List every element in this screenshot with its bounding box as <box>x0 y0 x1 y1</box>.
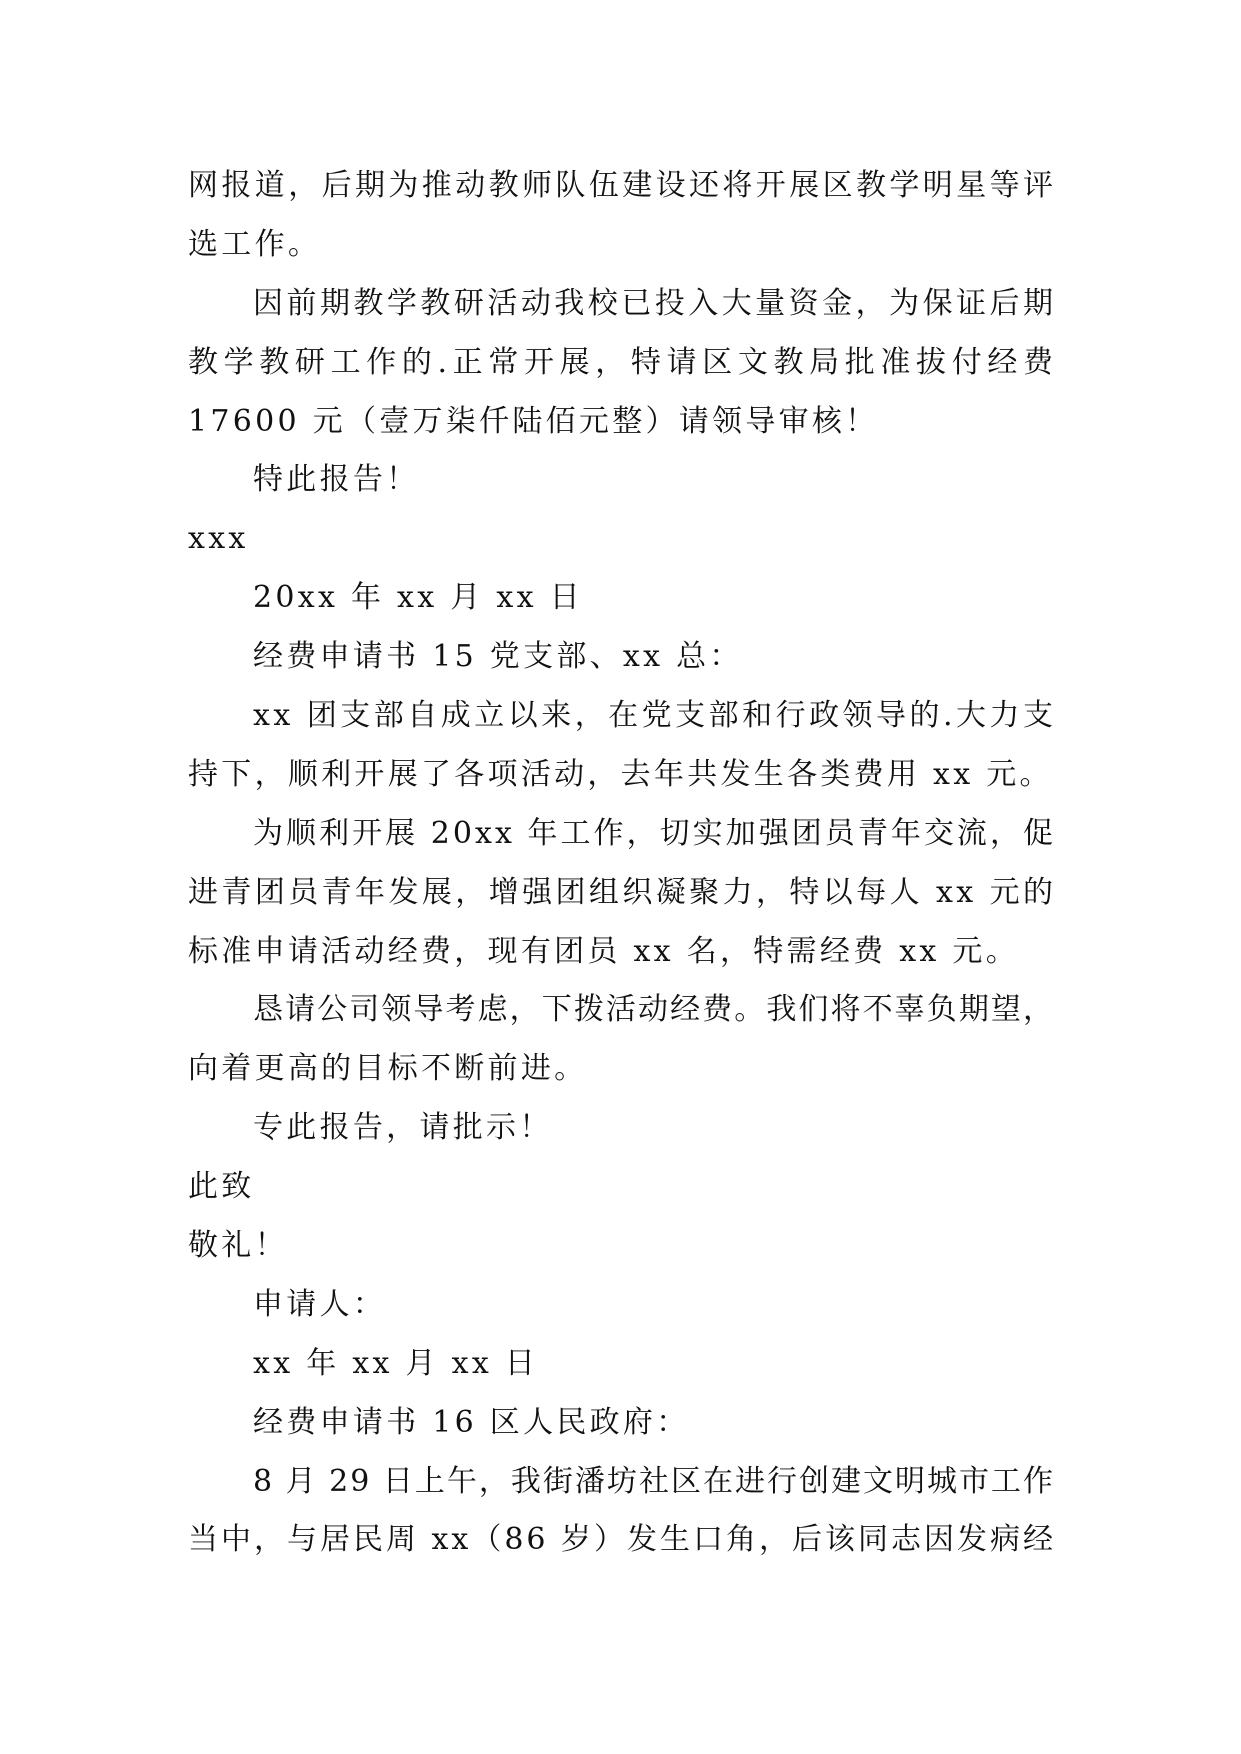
text-line: 为顺利开展 20xx 年工作，切实加强团员青年交流，促 <box>253 815 1057 851</box>
text-line: xx 团支部自成立以来，在党支部和行政领导的.大力支 <box>253 698 1057 734</box>
heading-line: 经费申请书 15 党支部、xx 总： <box>253 639 743 675</box>
applicant-line: 申请人： <box>253 1286 387 1322</box>
closing-line: 敬礼！ <box>188 1228 288 1264</box>
text-line: 教学教研工作的.正常开展，特请区文教局批准拔付经费 <box>188 344 1059 380</box>
text-line: 进青团员青年发展，增强团组织凝聚力，特以每人 xx 元的 <box>188 874 1057 910</box>
text-line: 专此报告，请批示！ <box>253 1110 553 1146</box>
text-line: 持下，顺利开展了各项活动，去年共发生各类费用 xx 元。 <box>188 756 1053 792</box>
heading-line: 经费申请书 16 区人民政府： <box>253 1404 690 1440</box>
text-line: 标准申请活动经费，现有团员 xx 名，特需经费 xx 元。 <box>188 933 1019 969</box>
text-line: 向着更高的目标不断前进。 <box>188 1051 588 1087</box>
text-line: 8 月 29 日上午，我街潘坊社区在进行创建文明城市工作 <box>253 1463 1055 1499</box>
text-line: 网报道，后期为推动教师队伍建设还将开展区教学明星等评 <box>188 168 1057 203</box>
text-line: 当中，与居民周 xx（86 岁）发生口角，后该同志因发病经 <box>188 1522 1056 1558</box>
text-line: 恳请公司领导考虑，下拨活动经费。我们将不辜负期望， <box>253 992 1056 1028</box>
text-line: 因前期教学教研活动我校已投入大量资金，为保证后期 <box>253 285 1057 321</box>
document-body <box>188 157 1059 1570</box>
closing-line: 此致 <box>188 1169 255 1205</box>
text-line: 17600 元（壹万柒仟陆佰元整）请领导审核！ <box>188 403 879 439</box>
text-line: 选工作。 <box>188 226 322 262</box>
date-line: 20xx 年 xx 月 xx 日 <box>253 580 583 616</box>
date-line: xx 年 xx 月 xx 日 <box>253 1345 539 1381</box>
signature-line: xxx <box>188 521 249 557</box>
text-line: 特此报告！ <box>253 462 420 498</box>
